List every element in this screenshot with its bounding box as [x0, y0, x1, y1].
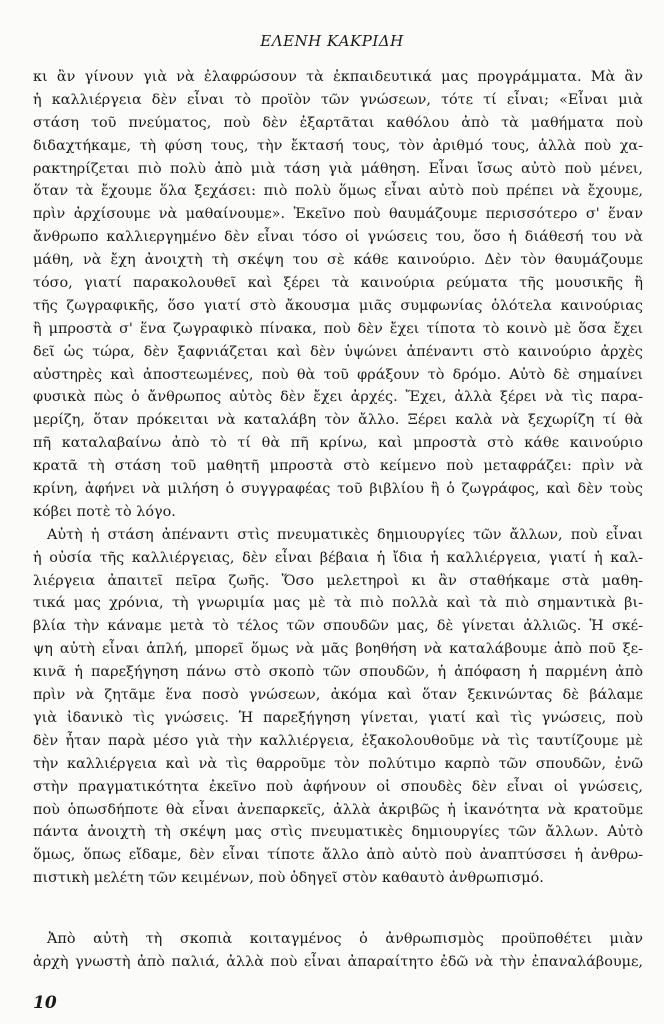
- text-line: δὲν ἦταν παρὰ μέσο γιὰ τὴν καλλιέργεια, ἐξακολουθοῦμε νὰ τὶς ταυτίζουμε μὲ: [33, 732, 643, 749]
- text-line: κρατᾶ τὴ στάση τοῦ μαθητῆ μπροστὰ στὸ κείμενο ποὺ μεταφράζει: πρὶν νὰ: [33, 458, 643, 475]
- paragraph-3: [33, 928, 643, 974]
- page-number: 10: [33, 993, 57, 1013]
- text-line: πρὶν ἀρχίσουμε νὰ μαθαίνουμε». Ἐκεῖνο ποὺ θαυμάζουμε περισσότερο σ' ἕναν: [33, 206, 643, 223]
- text-line: κινᾶ ἡ παρεξήγηση πάνω στὸ σκοπὸ τῶν σπουδῶν, ἡ ἀπόφαση ἡ παρμένη ἀπὸ: [33, 664, 643, 681]
- text-line: ὅμως, ὅπως εἴδαμε, δὲν εἶναι τίποτε ἄλλο ἀπὸ αὐτὸ ποὺ ἀναπτύσσει ἡ ἀνθρω-: [33, 847, 643, 864]
- text-line: Ἀπὸ αὐτὴ τὴ σκοπιὰ κοιταγμένος ὁ ἀνθρωπισμὸς προϋποθέτει μιὰν: [47, 931, 643, 947]
- text-line: τικά μας χρόνια, τὴ γνωριμία μας μὲ τὰ πιὸ πολλὰ καὶ τὰ πιὸ σημαντικὰ βι-: [33, 595, 643, 612]
- text-line: τῆς ζωγραφικῆς, ὅσο γιατί στὸ ἄκουσμα μιᾶς συμφωνίας ὁλότελα καινούριας: [33, 297, 643, 314]
- text-line: βλία τὴν κάναμε μετὰ τὸ τέλος τῶν σπουδῶν μας, δὲ γίνεται ἀλλιῶς. Ἡ σκέ-: [33, 618, 643, 635]
- text-line: δεῖ ὡς τώρα, δὲν ξαφνιάζεται καὶ δὲν ὑψώνει ἀπέναντι στὸ καινούριο ἀρχὲς: [33, 343, 643, 360]
- text-line: ἄνθρωπο καλλιεργημένο δὲν εἶναι τόσο οἱ γνώσεις του, ὅσο ἡ διάθεσή του νὰ: [33, 229, 643, 246]
- text-line: τόσο, γιατί παρακολουθεῖ καὶ ξέρει τὰ καινούρια ρεύματα τῆς μουσικῆς ἢ: [33, 275, 643, 292]
- text-line: λιέργεια ἀπαιτεῖ πεῖρα ζωῆς. Ὅσο μελετηροὶ κι ἂν σταθήκαμε στὰ μαθη-: [33, 572, 643, 589]
- text-line: ἢ μπροστὰ σ' ἕνα ζωγραφικὸ πίνακα, ποὺ δὲν ἔχει τίποτα τὸ κοινὸ μὲ ὅσα ἔχει: [33, 320, 643, 337]
- text-line: κρίνη, ἀφήνει νὰ μιλήση ὁ συγγραφέας τοῦ βιβλίου ἢ ὁ ζωγράφος, καὶ δὲν τοὺς: [33, 481, 643, 498]
- body-text: [33, 66, 643, 890]
- text-line: ὅταν τὰ ἔχουμε ὅλα ξεχάσει: πιὸ πολὺ ὅμως εἶναι αὐτὸ ποὺ πρέπει νὰ ἔχουμε,: [33, 183, 643, 200]
- text-line: γιὰ ἰδανικὸ τὶς γνώσεις. Ἡ παρεξήγηση γίνεται, γιατί καὶ τὶς γνώσεις, ποὺ: [33, 709, 643, 726]
- paragraph-2: [33, 524, 643, 890]
- text-line: ψη αὐτὴ εἶναι ἁπλή, μπορεῖ ὅμως νὰ μᾶς βοηθήση νὰ καταλάβουμε ἀπὸ ποῦ ξε-: [33, 641, 643, 658]
- text-line: πῆ καταλαβαίνω ἀπὸ τὸ τί θὰ πῆ κρίνω, καὶ μπροστὰ στὸ κάθε καινούριο: [33, 435, 643, 452]
- text-line: πιστικὴ μελέτη τῶν κειμένων, ποὺ ὁδηγεῖ στὸν καθαυτὸ ἀνθρωπισμό.: [33, 870, 544, 887]
- text-line: τὴν καλλιέργεια καὶ νὰ τὶς θαρροῦμε τὸν πολύτιμο καρπὸ τῶν σπουδῶν, ἐνῶ: [33, 755, 643, 772]
- text-line: ἡ καλλιέργεια δὲν εἶναι τὸ προϊὸν τῶν γνώσεων, τότε τί εἶναι; «Εἶναι μιὰ: [33, 91, 643, 108]
- text-line: κι ἂν γίνουν γιὰ νὰ ἐλαφρώσουν τὰ ἐκπαιδευτικά μας προγράμματα. Μὰ ἂν: [33, 69, 643, 85]
- text-line: ποὺ ὁπωσδήποτε θὰ εἶναι ἀνεπαρκεῖς, ἀλλὰ ἀκριβῶς ἡ ἱκανότητα νὰ κρατοῦμε: [33, 801, 643, 818]
- running-title: ΕΛΕΝΗ ΚΑΚΡΙΔΗ: [260, 32, 404, 50]
- text-line: στάση τοῦ πνεύματος, ποὺ δὲν ἐξαρτᾶται καθόλου ἀπὸ τὰ μαθήματα ποὺ: [33, 114, 643, 131]
- paragraph-1: [33, 66, 643, 524]
- text-line: αὐστηρὲς καὶ ἀποστεωμένες, ποὺ θὰ τοῦ φράξουν τὸ δρόμο. Αὐτὸ δὲ σημαίνει: [33, 366, 643, 383]
- text-line: ἡ οὐσία τῆς καλλιέργειας, δὲν εἶναι βέβαια ἡ ἴδια ἡ καλλιέργεια, γιατί ἡ καλ-: [33, 549, 643, 566]
- text-line: στὴν πραγματικότητα ἐκεῖνο ποὺ ἀφήνουν οἱ σπουδὲς δὲν εἶναι οἱ γνώσεις,: [33, 778, 643, 795]
- text-line: διδαχτήκαμε, τὴ φύση τους, τὴν ἔκτασή τους, τὸν ἀριθμό τους, ἀλλὰ ποὺ χα-: [33, 137, 643, 154]
- text-line: ρακτηρίζεται πιὸ πολὺ ἀπὸ μιὰ τάση γιὰ μάθηση. Εἶναι ἴσως αὐτὸ ποὺ μένει,: [33, 160, 643, 177]
- text-line: μάθη, νὰ ἔχη ἀνοιχτὴ τὴ σκέψη του σὲ κάθε καινούριο. Δὲν τὸν θαυμάζουμε: [33, 252, 643, 269]
- text-line: φυσικὰ πὼς ὁ ἄνθρωπος αὐτὸς δὲν ἔχει ἀρχές. Ἔχει, ἀλλὰ ξέρει νὰ τὶς παρα-: [33, 389, 643, 406]
- text-line: κόβει ποτὲ τὸ λόγο.: [33, 503, 176, 520]
- text-line: πρὶν νὰ ζητᾶμε ἕνα ποσὸ γνώσεων, ἀκόμα καὶ ὅταν ξεκινώντας δὲ βάλαμε: [33, 687, 643, 704]
- text-line: μερίζη, ὅταν πρόκειται νὰ καταλάβη τὸν ἄλλο. Ξέρει καλὰ νὰ ξεχωρίζη τί θὰ: [33, 412, 643, 429]
- text-line: πάντα ἀνοιχτὴ τὴ σκέψη μας στὶς πνευματικὲς δημιουργίες τῶν ἄλλων. Αὐτὸ: [33, 824, 643, 841]
- text-line: ἀρχὴ γνωστὴ ἀπὸ παλιά, ἀλλὰ ποὺ εἶναι ἀπαραίτητο ἐδῶ νὰ τὴν ἐπαναλάβουμε,: [33, 954, 643, 970]
- text-line: Αὐτὴ ἡ στάση ἀπέναντι στὶς πνευματικὲς δημιουργίες τῶν ἄλλων, ποὺ εἶναι: [47, 526, 643, 543]
